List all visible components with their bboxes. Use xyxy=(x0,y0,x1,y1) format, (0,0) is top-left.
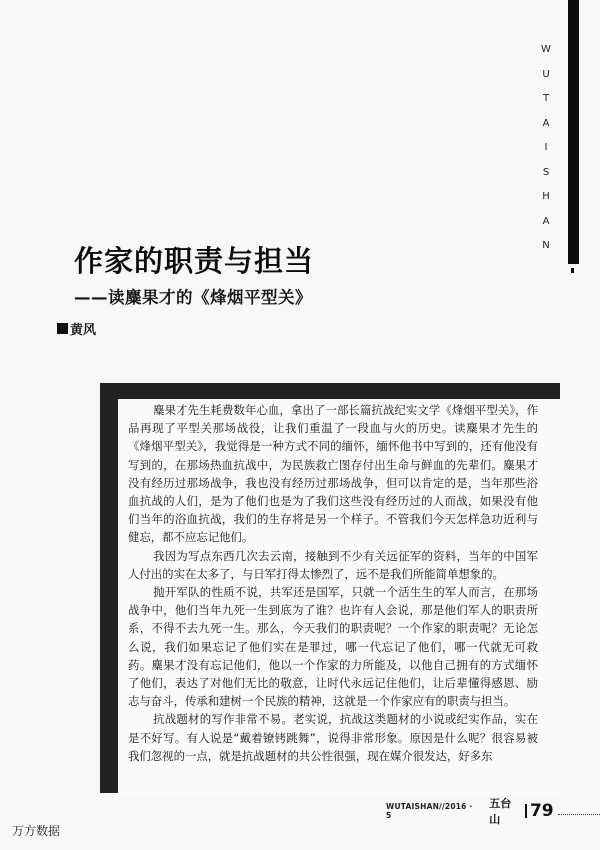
running-header-letter: W xyxy=(541,44,551,55)
article-paragraph: 麋果才先生耗费数年心血，拿出了一部长篇抗战纪实文学《烽烟平型关》，作品再现了平型关那场战役，让我们重温了一段血与火的历史。读麋果才先生的《烽烟平型关》，我觉得是一种方式不同的缅怀，缅怀他书中写到的，还有他没有写到的，在那场热血抗战中，为民族救亡图存付出生命与鲜血的先辈们。麋果才没有经历过那场战争，我也没有经历过那场战争，但可以肯定的是，当年那些浴血抗战的人们，是为了他们也是为了我们这些没有经历过的人而战，如果没有他们当年的浴血抗战，我们的生存将是另一个样子。不管我们今天怎样急功近利与健忘，都不应忘记他们。 xyxy=(128,403,538,545)
running-header-letter: A xyxy=(542,215,550,227)
running-header-letter: I xyxy=(544,142,548,153)
square-bullet-icon xyxy=(57,323,68,334)
article-paragraph: 我因为写点东西几次去云南，接触到不少有关远征军的资料，当年的中国军人付出的实在太多了，与日军打得太惨烈了，远不是我们所能简单想象的。 xyxy=(128,548,538,581)
running-header-letter: N xyxy=(542,240,550,251)
running-header-vertical xyxy=(536,38,556,259)
article-subtitle: ——读麋果才的《烽烟平型关》 xyxy=(74,288,312,307)
author-name: 黄风 xyxy=(70,323,97,338)
magazine-issue: WUTAISHAN//2016 · 5 xyxy=(386,802,473,820)
footer-dotted-rule xyxy=(558,808,600,815)
page-footer xyxy=(386,795,600,827)
running-header-bar xyxy=(568,0,579,264)
footer-divider xyxy=(525,804,527,818)
article-paragraph: 抗战题材的写作非常不易。老实说，抗战这类题材的小说或纪实作品，实在是不好写。有人说是“戴着镣铐跳舞”，说得非常形象。原因是什么呢？很容易被我们忽视的一点，就是抗战题材的共公性很强，现在媒介很发达，好多东 xyxy=(128,712,538,763)
article-body xyxy=(128,401,538,765)
running-header-bar-tick xyxy=(571,268,574,273)
running-header-letter: U xyxy=(542,68,550,80)
running-header-letter: T xyxy=(542,93,550,104)
article-paragraph: 抛开军队的性质不说，共军还是国军，只就一个活生生的军人而言，在那场战争中，他们当年九死一生到底为了谁？也许有人会说，那是他们军人的职责所系，不得不去九死一生。那么，今天我们的职责呢？一个作家的职责呢？无论怎么说，我们如果忘记了他们实在是罪过，哪一代忘记了他们，哪一代就无可救药。麋果才没有忘记他们，他以一个作家的力所能及，以他自己拥有的方式缅怀了他们，表达了对他们无比的敬意，让时代永远记住他们，让后辈懂得感恩、励志与奋斗，传承和建树一个民族的精神，这就是一个作家应有的职责与担当。 xyxy=(128,585,538,709)
page-number: 79 xyxy=(529,801,554,821)
article-title: 作家的职责与担当 xyxy=(74,244,315,278)
author-line xyxy=(57,319,96,338)
running-header-letter: A xyxy=(542,117,550,129)
magazine-logo: 五台山 xyxy=(489,797,512,826)
running-header-letter: H xyxy=(542,191,550,202)
running-header-letter: S xyxy=(542,166,550,178)
source-watermark: 万方数据 xyxy=(12,824,61,838)
article-box xyxy=(118,399,560,795)
